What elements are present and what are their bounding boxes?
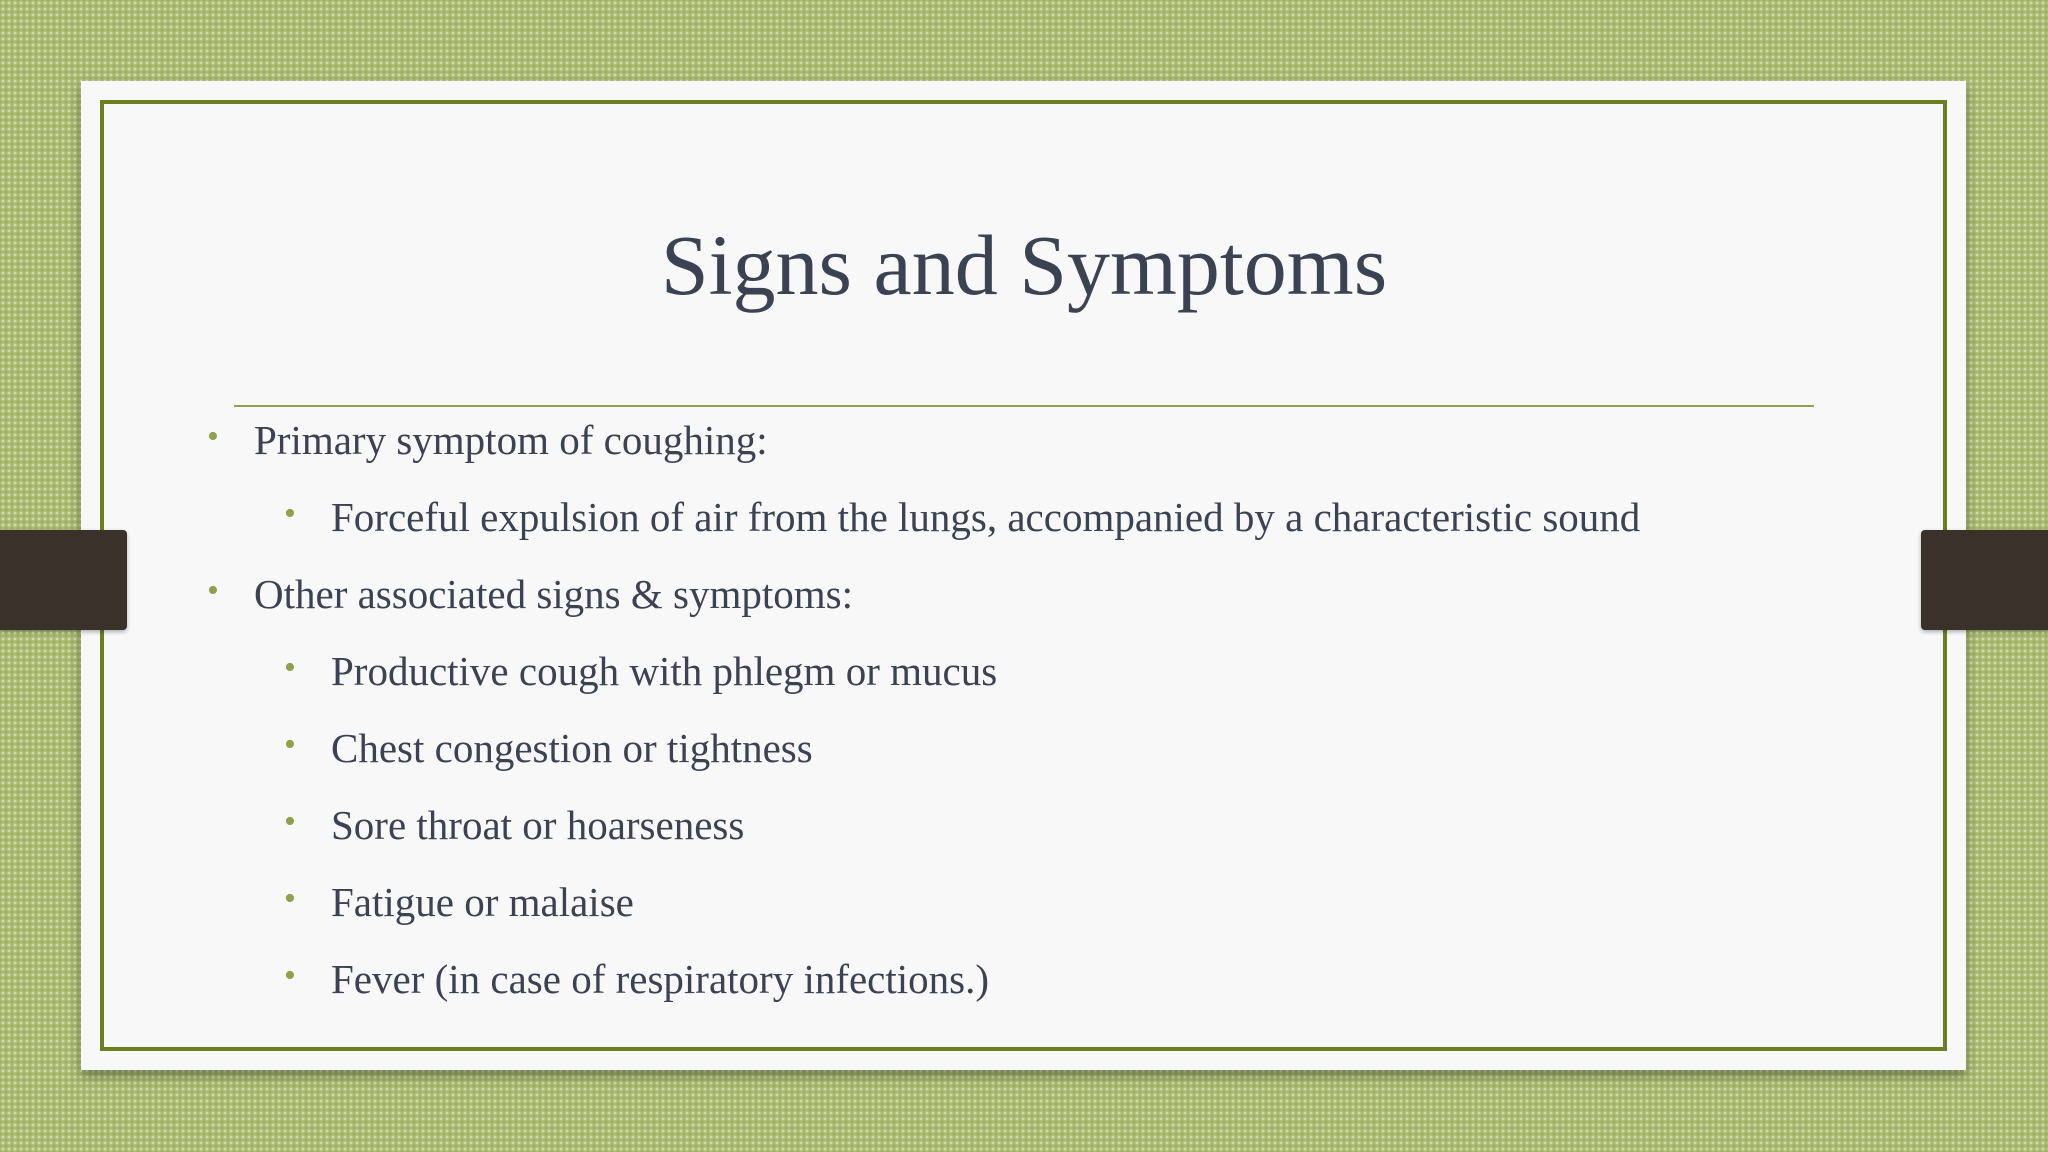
bullet-dot: • — [284, 649, 296, 686]
right-binder-tab — [1921, 530, 2048, 630]
bullet-text: Chest congestion or tightness — [331, 725, 813, 771]
bullet-dot: • — [207, 572, 219, 609]
bullet-dot: • — [284, 803, 296, 840]
bullet-text: Productive cough with phlegm or mucus — [331, 648, 998, 694]
bullet-dot: • — [284, 495, 296, 532]
bullet-text: Fatigue or malaise — [331, 879, 634, 925]
bullet-dot: • — [284, 880, 296, 917]
bullet-dot: • — [284, 957, 296, 994]
bullet-text: Fever (in case of respiratory infections.) — [331, 956, 990, 1002]
bullet-dot: • — [207, 418, 219, 455]
bullet-text: Sore throat or hoarseness — [331, 802, 745, 848]
left-binder-tab — [0, 530, 127, 630]
bullet-dot: • — [284, 726, 296, 763]
bullet-text: Other associated signs & symptoms: — [254, 571, 854, 617]
slide-title: Signs and Symptoms — [660, 217, 1388, 313]
bullet-text: Primary symptom of coughing: — [254, 417, 768, 463]
title-divider — [234, 405, 1814, 407]
bullet-text: Forceful expulsion of air from the lungs, accompanied by a characteristic sound — [331, 494, 1641, 540]
